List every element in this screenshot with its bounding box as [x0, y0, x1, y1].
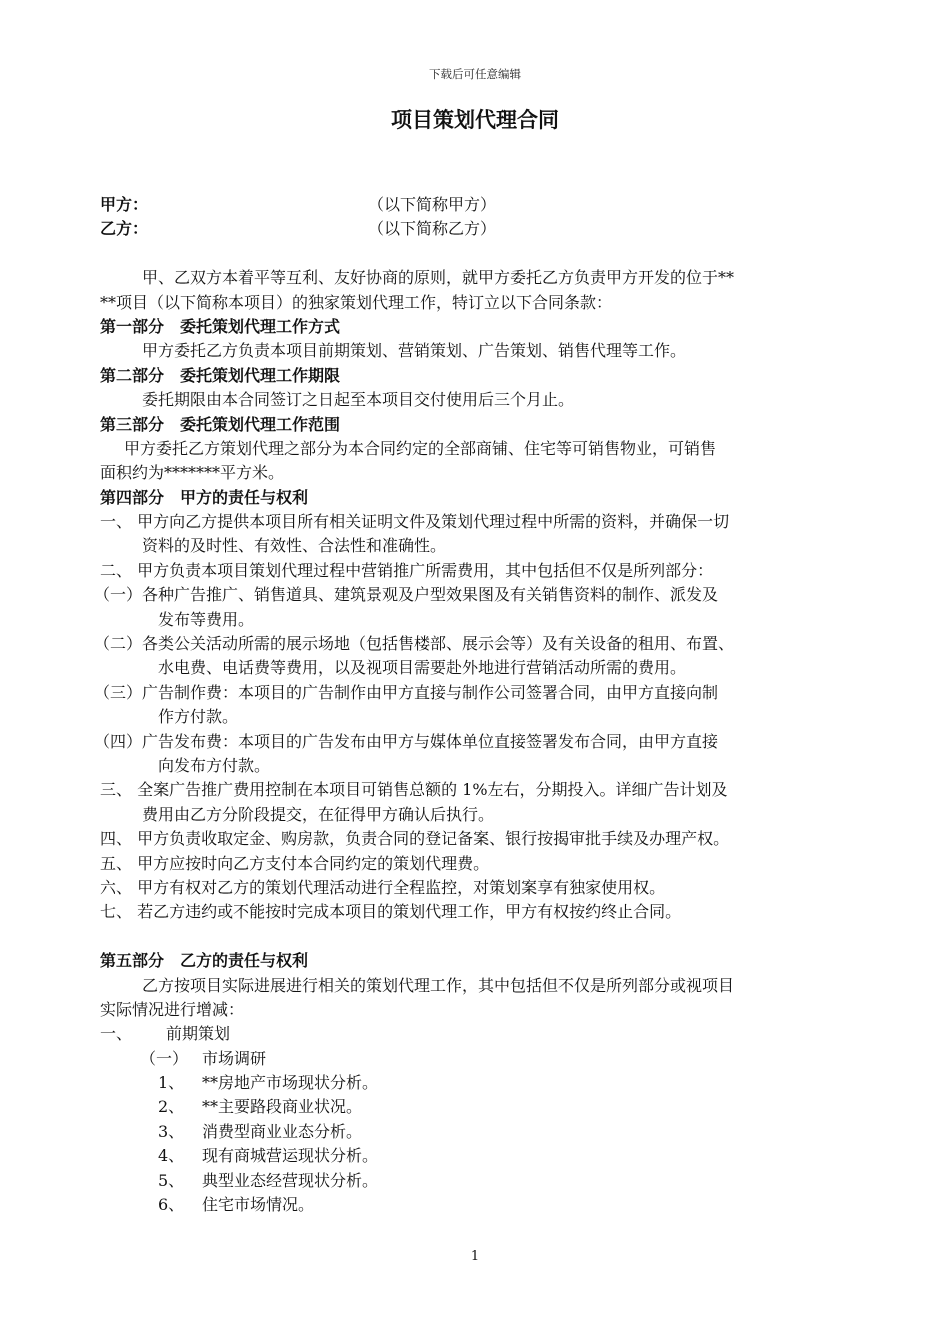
party-a-line	[100, 193, 860, 217]
party-a-label: 甲方：	[100, 195, 149, 214]
part1-heading: 第一部分 委托策划代理工作方式	[100, 316, 341, 336]
header-note: 下载后可任意编辑	[429, 67, 521, 81]
part3-heading: 第三部分 委托策划代理工作范围	[100, 414, 341, 434]
list-item-text: 住宅市场情况。	[202, 1195, 315, 1215]
intro-line-2: **项目（以下简称本项目）的独家策划代理工作，特订立以下合同条款：	[100, 292, 613, 312]
party-a-note: （以下简称甲方）	[368, 195, 497, 214]
list-item-text: 消费型商业业态分析。	[202, 1121, 363, 1141]
part4-item7: 七、 若乙方违约或不能按时完成本项目的策划代理工作，甲方有权按约终止合同。	[100, 902, 682, 922]
part4-heading: 第四部分 甲方的责任与权利	[100, 487, 309, 507]
part4-sub3-a: （三）广告制作费：本项目的广告制作由甲方直接与制作公司签署合同，由甲方直接向制	[94, 682, 719, 702]
list-item-number: 4、	[158, 1146, 185, 1166]
list-item-text: **房地产市场现状分析。	[202, 1073, 379, 1093]
list-item	[100, 1169, 860, 1193]
intro-line-1: 甲、乙双方本着平等互利、友好协商的原则，就甲方委托乙方负责甲方开发的位于**	[142, 268, 735, 288]
part5-item1-num: 一、	[100, 1024, 133, 1044]
part3-text-1: 甲方委托乙方策划代理之部分为本合同约定的全部商铺、住宅等可销售物业，可销售	[124, 438, 717, 458]
part4-item2: 二、 甲方负责本项目策划代理过程中营销推广所需费用，其中包括但不仅是所列部分：	[100, 560, 714, 580]
page-number: 1	[470, 1249, 480, 1264]
part5-item1	[100, 1022, 860, 1046]
list-item	[100, 1095, 860, 1119]
list-item	[100, 1120, 860, 1144]
list-item-number: 5、	[158, 1170, 185, 1190]
party-b-label: 乙方：	[100, 219, 149, 239]
part4-item5: 五、 甲方应按时向乙方支付本合同约定的策划代理费。	[100, 853, 490, 873]
part2-heading: 第二部分 委托策划代理工作期限	[100, 365, 341, 385]
document-title: 项目策划代理合同	[391, 108, 559, 132]
list-item-text: 典型业态经营现状分析。	[202, 1170, 379, 1190]
part4-item4: 四、 甲方负责收取定金、购房款，负责合同的登记备案、银行按揭审批手续及办理产权。	[100, 829, 730, 849]
list-item	[100, 1193, 860, 1217]
party-b-line	[100, 217, 860, 241]
part5-heading: 第五部分 乙方的责任与权利	[100, 951, 309, 971]
part4-item1-b: 资料的及时性、有效性、合法性和准确性。	[142, 536, 447, 556]
part4-sub2-b: 水电费、电话费等费用，以及视项目需要赴外地进行营销活动所需的费用。	[158, 658, 687, 678]
part4-sub4-b: 向发布方付款。	[158, 755, 271, 775]
party-b-note: （以下简称乙方）	[368, 219, 497, 239]
list-item-number: 3、	[158, 1121, 185, 1141]
part5-sub1-num: （一）	[140, 1048, 189, 1068]
list-item	[100, 1071, 860, 1095]
part4-item6: 六、 甲方有权对乙方的策划代理活动进行全程监控，对策划案享有独家使用权。	[100, 877, 666, 897]
part4-sub1-b: 发布等费用。	[158, 609, 255, 629]
part2-text: 委托期限由本合同签订之日起至本项目交付使用后三个月止。	[142, 390, 575, 410]
document-body	[94, 193, 860, 1217]
part4-item3-a: 三、 全案广告推广费用控制在本项目可销售总额的 1%左右，分期投入。详细广告计划及	[100, 780, 728, 800]
part5-intro-b: 实际情况进行增减：	[100, 999, 245, 1019]
part4-sub2-a: （二）各类公关活动所需的展示场地（包括售楼部、展示会等）及有关设备的租用、布置、	[94, 634, 735, 654]
list-item	[100, 1144, 860, 1168]
part5-sub1	[100, 1047, 860, 1071]
part4-sub3-b: 作方付款。	[158, 707, 239, 727]
part4-item3-b: 费用由乙方分阶段提交，在征得甲方确认后执行。	[142, 804, 495, 824]
list-item-text: **主要路段商业状况。	[202, 1097, 363, 1117]
part5-intro-a: 乙方按项目实际进展进行相关的策划代理工作，其中包括但不仅是所列部分或视项目	[142, 975, 735, 995]
part4-sub4-a: （四）广告发布费：本项目的广告发布由甲方与媒体单位直接签署发布合同，由甲方直接	[94, 731, 719, 751]
part3-text-2: 面积约为*******平方米。	[100, 463, 285, 483]
list-item-text: 现有商城营运现状分析。	[202, 1146, 379, 1166]
part4-item1-a: 一、 甲方向乙方提供本项目所有相关证明文件及策划代理过程中所需的资料，并确保一切	[100, 512, 730, 532]
part1-text: 甲方委托乙方负责本项目前期策划、营销策划、广告策划、销售代理等工作。	[142, 341, 687, 361]
list-item-number: 6、	[158, 1195, 185, 1215]
part5-item1-text: 前期策划	[166, 1024, 231, 1044]
list-item-number: 2、	[158, 1097, 185, 1117]
part4-sub1-a: （一）各种广告推广、销售道具、建筑景观及户型效果图及有关销售资料的制作、派发及	[94, 585, 719, 605]
list-item-number: 1、	[158, 1073, 185, 1093]
part5-sub1-text: 市场调研	[202, 1048, 267, 1068]
